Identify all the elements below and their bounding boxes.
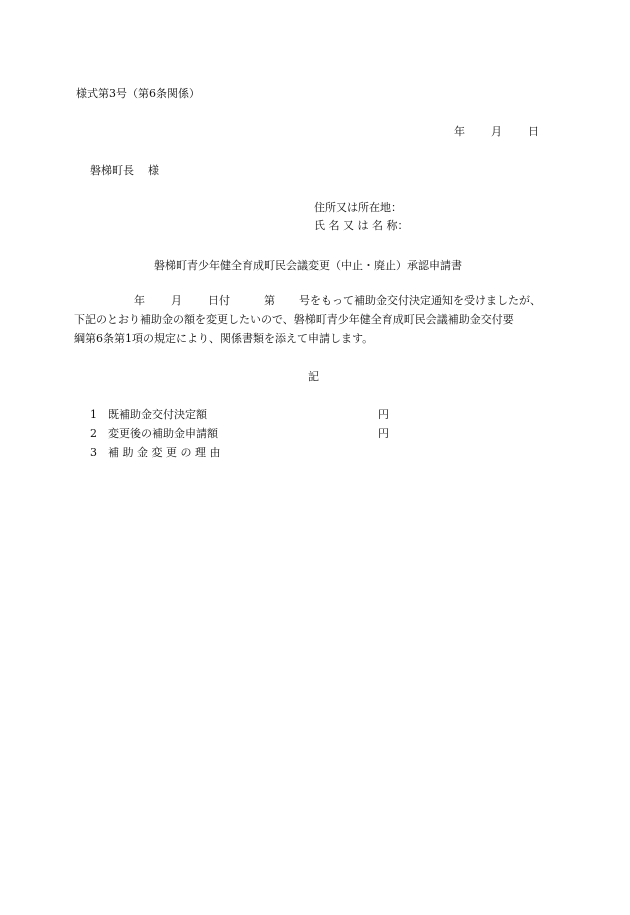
date-month-label: 月 bbox=[491, 125, 502, 138]
body-day-label: 日付 bbox=[208, 294, 230, 307]
body-line-1 bbox=[74, 291, 541, 310]
list-item bbox=[90, 406, 207, 422]
list-item bbox=[90, 444, 220, 460]
date-year-label: 年 bbox=[454, 125, 465, 138]
body-number-prefix: 第 bbox=[264, 294, 275, 307]
item-number: 3 bbox=[90, 446, 97, 459]
item-number: 1 bbox=[90, 408, 97, 421]
item-number: 2 bbox=[90, 427, 97, 440]
item-label: 補 助 金 変 更 の 理 由 bbox=[108, 446, 221, 459]
body-line-2: 下記のとおり補助金の額を変更したいので、磐梯町青少年健全育成町民会議補助金交付要 bbox=[74, 313, 514, 326]
addressee bbox=[90, 162, 159, 178]
date-day-label: 日 bbox=[528, 125, 539, 138]
body-line-1-rest: 号をもって補助金交付決定通知を受けましたが、 bbox=[299, 294, 541, 307]
form-number: 様式第3号（第6条関係） bbox=[76, 87, 200, 100]
item-label: 変更後の補助金申請額 bbox=[108, 427, 218, 440]
body-year-label: 年 bbox=[134, 294, 145, 307]
yen-unit: 円 bbox=[378, 408, 389, 421]
list-item bbox=[90, 425, 218, 441]
body-month-label: 月 bbox=[171, 294, 182, 307]
applicant-name-label: 氏 名 又 は 名 称： bbox=[314, 219, 409, 232]
yen-unit: 円 bbox=[378, 427, 389, 440]
body-line-3: 綱第6条第1項の規定により、関係書類を添えて申請します。 bbox=[74, 332, 374, 345]
document-title: 磐梯町青少年健全育成町民会議変更（中止・廃止）承認申請書 bbox=[154, 259, 462, 272]
applicant-address-label: 住所又は所在地： bbox=[314, 201, 402, 214]
addressee-honorific: 様 bbox=[148, 164, 159, 177]
addressee-name: 磐梯町長 bbox=[90, 164, 134, 177]
ki-heading: 記 bbox=[308, 370, 319, 383]
item-label: 既補助金交付決定額 bbox=[108, 408, 207, 421]
body-paragraph bbox=[74, 291, 541, 348]
date-line bbox=[454, 123, 539, 139]
